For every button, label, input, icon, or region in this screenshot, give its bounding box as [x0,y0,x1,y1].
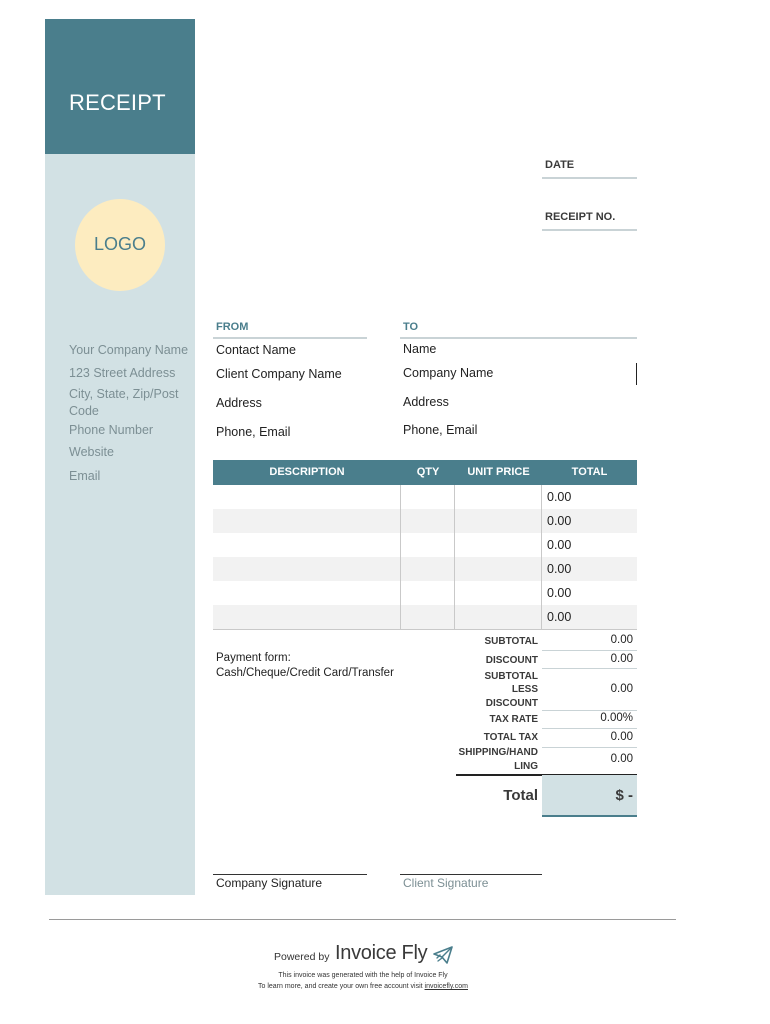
footer-note-1: This invoice was generated with the help of Invoice Fly [278,972,448,979]
summary-divider [542,728,637,729]
to-label: TO [403,321,419,333]
payment-methods[interactable]: Cash/Cheque/Credit Card/Transfer [216,667,394,679]
footer-note-2 [200,983,526,990]
shipping-label-1: SHIPPING/HAND [458,747,538,758]
summary-divider [542,650,637,651]
client-signature-line[interactable] [400,874,542,875]
table-row [213,485,637,510]
from-company[interactable]: Client Company Name [216,367,342,381]
discount-value[interactable]: 0.00 [610,653,633,665]
payment-label: Payment form: [216,652,291,664]
cell-description[interactable] [213,557,401,581]
header-description: DESCRIPTION [269,466,345,478]
company-phone: Phone Number [69,423,154,437]
summary-divider [542,668,637,669]
from-divider [213,337,367,339]
receipt-no-label: RECEIPT NO. [545,211,616,223]
brand-name: Invoice Fly [335,942,428,964]
text-cursor [636,363,637,385]
sidebar-header [45,19,195,154]
to-divider [400,337,637,339]
document-title: RECEIPT [69,90,166,115]
to-phone-email[interactable]: Phone, Email [403,423,478,437]
company-signature-label: Company Signature [216,876,323,890]
shipping-value[interactable]: 0.00 [610,753,633,765]
cell-description[interactable] [213,581,401,605]
from-phone-email[interactable]: Phone, Email [216,425,291,439]
subtotal-less-value: 0.00 [610,683,633,695]
discount-label: DISCOUNT [485,655,538,666]
company-website: Website [69,445,114,459]
header-qty: QTY [416,466,440,478]
cell-qty[interactable] [401,581,455,605]
client-signature-label: Client Signature [403,876,489,890]
table-row [213,533,637,558]
cell-qty[interactable] [401,605,455,629]
total-value: $ - [615,787,633,804]
cell-unit-price[interactable] [455,605,542,629]
cell-unit-price[interactable] [455,533,542,557]
subtotal-less-label-1: SUBTOTAL [484,671,538,682]
paper-plane-icon [433,946,453,964]
tax-rate-value[interactable]: 0.00% [600,712,633,724]
cell-total: 0.00 [547,586,572,600]
header-unit-price: UNIT PRICE [467,466,530,478]
footer-link[interactable]: invoicefly.com [424,983,468,990]
cell-description[interactable] [213,509,401,533]
powered-by-text: Powered by [274,951,330,963]
company-name: Your Company Name [69,343,189,357]
cell-qty[interactable] [401,509,455,533]
company-signature-line[interactable] [213,874,367,875]
footer-note-2-text: To learn more, and create your own free account visit [258,983,425,990]
company-street: 123 Street Address [69,366,176,380]
cell-unit-price[interactable] [455,581,542,605]
tax-rate-label: TAX RATE [489,714,538,725]
cell-unit-price[interactable] [455,485,542,509]
from-contact[interactable]: Contact Name [216,343,296,357]
company-email: Email [69,469,101,483]
subtotal-value: 0.00 [610,634,633,646]
total-tax-value: 0.00 [610,731,633,743]
to-company[interactable]: Company Name [403,366,494,380]
cell-unit-price[interactable] [455,509,542,533]
to-name[interactable]: Name [403,342,437,356]
summary-divider [542,710,637,711]
cell-unit-price[interactable] [455,557,542,581]
cell-description[interactable] [213,605,401,629]
subtotal-less-label-2: LESS [511,684,538,695]
cell-total: 0.00 [547,538,572,552]
cell-description[interactable] [213,533,401,557]
total-tax-label: TOTAL TAX [483,732,538,743]
cell-qty[interactable] [401,557,455,581]
receipt-no-field[interactable] [542,229,637,231]
from-label: FROM [216,321,249,333]
subtotal-less-label-3: DISCOUNT [485,698,538,709]
subtotal-label: SUBTOTAL [484,636,538,647]
company-city: City, State, Zip/Post Code [69,387,179,418]
to-address[interactable]: Address [403,395,449,409]
table-row [213,581,637,606]
cell-total: 0.00 [547,562,572,576]
cell-description[interactable] [213,485,401,509]
cell-qty[interactable] [401,485,455,509]
table-row [213,557,637,582]
cell-total: 0.00 [547,610,572,624]
header-total: TOTAL [571,466,608,478]
footer-divider [49,919,676,920]
cell-total: 0.00 [547,490,572,504]
date-field[interactable] [542,177,637,179]
summary-divider [542,747,637,748]
table-row [213,509,637,534]
date-label: DATE [545,159,575,171]
cell-total: 0.00 [547,514,572,528]
cell-qty[interactable] [401,533,455,557]
from-address[interactable]: Address [216,396,262,410]
shipping-label-2: LING [514,761,538,772]
table-row [213,605,637,629]
logo-text: LOGO [93,234,146,254]
total-label: Total [503,787,538,804]
